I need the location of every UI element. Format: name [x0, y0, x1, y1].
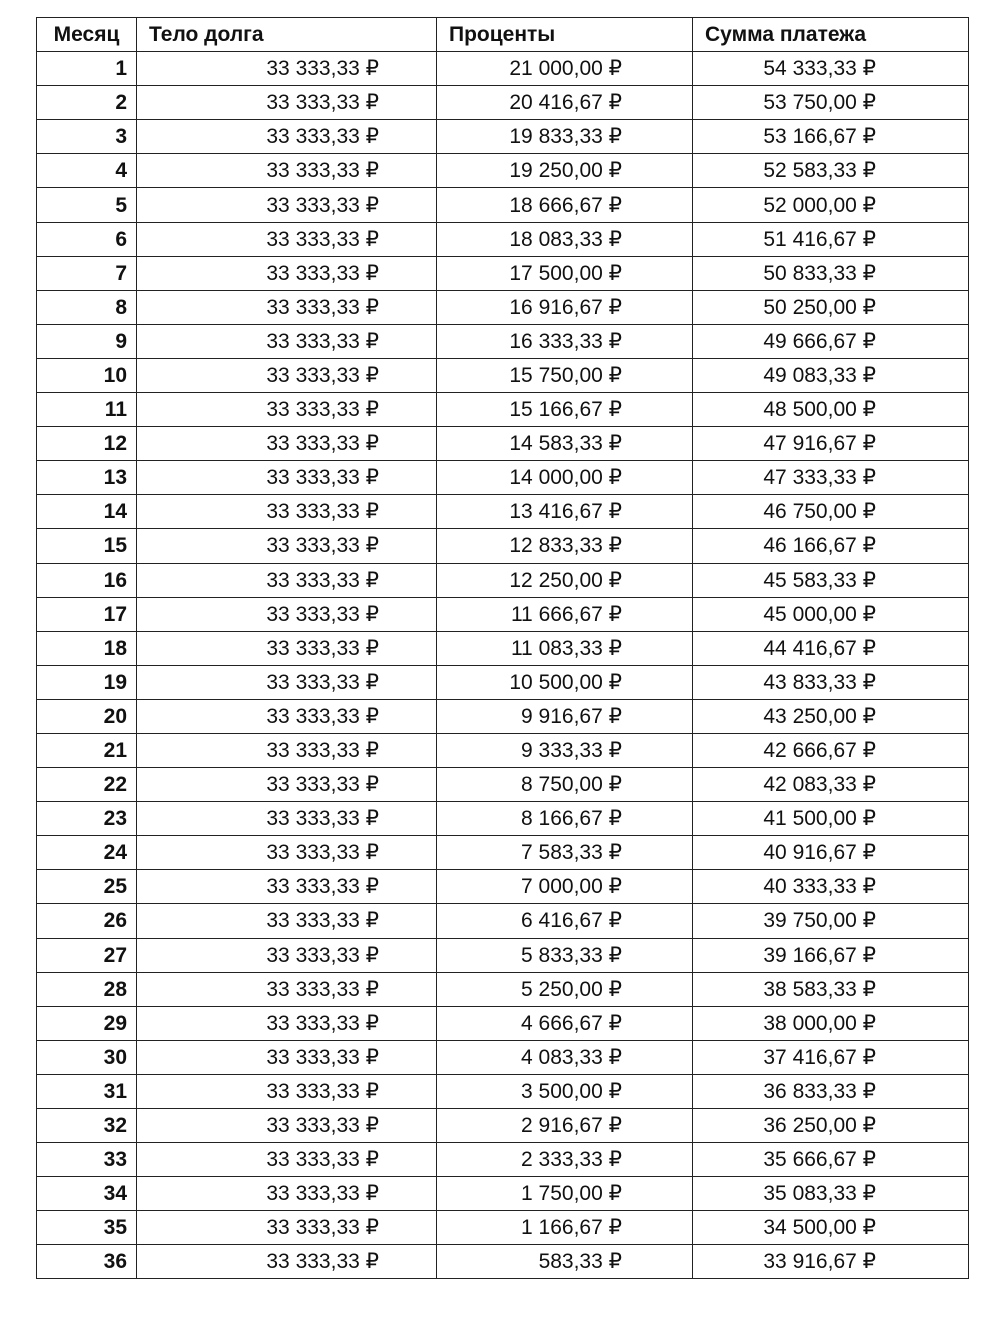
month-cell: 35: [37, 1211, 137, 1245]
interest-cell: 18 083,33 ₽: [437, 222, 693, 256]
header-principal: Тело долга: [137, 18, 437, 52]
month-cell: 21: [37, 733, 137, 767]
principal-cell: 33 333,33 ₽: [137, 120, 437, 154]
principal-cell: 33 333,33 ₽: [137, 188, 437, 222]
month-cell: 19: [37, 665, 137, 699]
total-cell: 49 083,33 ₽: [693, 358, 969, 392]
interest-cell: 7 000,00 ₽: [437, 870, 693, 904]
principal-cell: 33 333,33 ₽: [137, 836, 437, 870]
principal-cell: 33 333,33 ₽: [137, 733, 437, 767]
header-row: [37, 18, 969, 52]
table-row: [37, 1143, 969, 1177]
principal-cell: 33 333,33 ₽: [137, 1211, 437, 1245]
table-row: [37, 1109, 969, 1143]
total-cell: 39 750,00 ₽: [693, 904, 969, 938]
total-cell: 45 583,33 ₽: [693, 563, 969, 597]
table-row: [37, 188, 969, 222]
month-cell: 1: [37, 52, 137, 86]
total-cell: 51 416,67 ₽: [693, 222, 969, 256]
interest-cell: 19 250,00 ₽: [437, 154, 693, 188]
month-cell: 5: [37, 188, 137, 222]
table-row: [37, 938, 969, 972]
total-cell: 33 916,67 ₽: [693, 1245, 969, 1279]
total-cell: 35 083,33 ₽: [693, 1177, 969, 1211]
month-cell: 14: [37, 495, 137, 529]
principal-cell: 33 333,33 ₽: [137, 1040, 437, 1074]
total-cell: 44 416,67 ₽: [693, 631, 969, 665]
table-row: [37, 1074, 969, 1108]
interest-cell: 7 583,33 ₽: [437, 836, 693, 870]
total-cell: 50 833,33 ₽: [693, 256, 969, 290]
table-row: [37, 699, 969, 733]
principal-cell: 33 333,33 ₽: [137, 427, 437, 461]
table-row: [37, 1211, 969, 1245]
total-cell: 43 833,33 ₽: [693, 665, 969, 699]
principal-cell: 33 333,33 ₽: [137, 1109, 437, 1143]
total-cell: 47 333,33 ₽: [693, 461, 969, 495]
total-cell: 54 333,33 ₽: [693, 52, 969, 86]
table-row: [37, 120, 969, 154]
interest-cell: 11 666,67 ₽: [437, 597, 693, 631]
interest-cell: 583,33 ₽: [437, 1245, 693, 1279]
principal-cell: 33 333,33 ₽: [137, 665, 437, 699]
month-cell: 26: [37, 904, 137, 938]
interest-cell: 10 500,00 ₽: [437, 665, 693, 699]
total-cell: 42 666,67 ₽: [693, 733, 969, 767]
total-cell: 46 750,00 ₽: [693, 495, 969, 529]
interest-cell: 14 583,33 ₽: [437, 427, 693, 461]
interest-cell: 21 000,00 ₽: [437, 52, 693, 86]
header-total: Сумма платежа: [693, 18, 969, 52]
interest-cell: 2 333,33 ₽: [437, 1143, 693, 1177]
total-cell: 40 916,67 ₽: [693, 836, 969, 870]
principal-cell: 33 333,33 ₽: [137, 461, 437, 495]
total-cell: 38 000,00 ₽: [693, 1006, 969, 1040]
month-cell: 22: [37, 768, 137, 802]
interest-cell: 1 750,00 ₽: [437, 1177, 693, 1211]
total-cell: 43 250,00 ₽: [693, 699, 969, 733]
table-row: [37, 1006, 969, 1040]
interest-cell: 16 333,33 ₽: [437, 324, 693, 358]
total-cell: 52 583,33 ₽: [693, 154, 969, 188]
principal-cell: 33 333,33 ₽: [137, 904, 437, 938]
interest-cell: 5 250,00 ₽: [437, 972, 693, 1006]
total-cell: 37 416,67 ₽: [693, 1040, 969, 1074]
interest-cell: 15 750,00 ₽: [437, 358, 693, 392]
total-cell: 34 500,00 ₽: [693, 1211, 969, 1245]
total-cell: 36 833,33 ₽: [693, 1074, 969, 1108]
principal-cell: 33 333,33 ₽: [137, 290, 437, 324]
principal-cell: 33 333,33 ₽: [137, 563, 437, 597]
table-row: [37, 324, 969, 358]
interest-cell: 16 916,67 ₽: [437, 290, 693, 324]
month-cell: 29: [37, 1006, 137, 1040]
header-interest: Проценты: [437, 18, 693, 52]
interest-cell: 2 916,67 ₽: [437, 1109, 693, 1143]
month-cell: 30: [37, 1040, 137, 1074]
principal-cell: 33 333,33 ₽: [137, 358, 437, 392]
interest-cell: 9 333,33 ₽: [437, 733, 693, 767]
total-cell: 46 166,67 ₽: [693, 529, 969, 563]
table-row: [37, 870, 969, 904]
table-row: [37, 290, 969, 324]
month-cell: 17: [37, 597, 137, 631]
interest-cell: 12 250,00 ₽: [437, 563, 693, 597]
month-cell: 24: [37, 836, 137, 870]
month-cell: 3: [37, 120, 137, 154]
interest-cell: 17 500,00 ₽: [437, 256, 693, 290]
table-row: [37, 495, 969, 529]
month-cell: 7: [37, 256, 137, 290]
month-cell: 12: [37, 427, 137, 461]
total-cell: 47 916,67 ₽: [693, 427, 969, 461]
table-body: [37, 52, 969, 1279]
table-row: [37, 802, 969, 836]
month-cell: 23: [37, 802, 137, 836]
total-cell: 42 083,33 ₽: [693, 768, 969, 802]
month-cell: 10: [37, 358, 137, 392]
month-cell: 8: [37, 290, 137, 324]
principal-cell: 33 333,33 ₽: [137, 802, 437, 836]
principal-cell: 33 333,33 ₽: [137, 256, 437, 290]
month-cell: 33: [37, 1143, 137, 1177]
table-row: [37, 222, 969, 256]
table-row: [37, 972, 969, 1006]
table-row: [37, 904, 969, 938]
header-month: Месяц: [37, 18, 137, 52]
month-cell: 25: [37, 870, 137, 904]
total-cell: 38 583,33 ₽: [693, 972, 969, 1006]
table-row: [37, 665, 969, 699]
table-row: [37, 1040, 969, 1074]
principal-cell: 33 333,33 ₽: [137, 768, 437, 802]
month-cell: 27: [37, 938, 137, 972]
table-row: [37, 461, 969, 495]
month-cell: 4: [37, 154, 137, 188]
interest-cell: 8 166,67 ₽: [437, 802, 693, 836]
payment-schedule-table: [36, 17, 969, 1279]
principal-cell: 33 333,33 ₽: [137, 393, 437, 427]
table-row: [37, 256, 969, 290]
month-cell: 31: [37, 1074, 137, 1108]
principal-cell: 33 333,33 ₽: [137, 222, 437, 256]
month-cell: 2: [37, 86, 137, 120]
month-cell: 32: [37, 1109, 137, 1143]
month-cell: 18: [37, 631, 137, 665]
table-row: [37, 1245, 969, 1279]
month-cell: 6: [37, 222, 137, 256]
month-cell: 11: [37, 393, 137, 427]
table-row: [37, 1177, 969, 1211]
principal-cell: 33 333,33 ₽: [137, 938, 437, 972]
table-row: [37, 768, 969, 802]
principal-cell: 33 333,33 ₽: [137, 324, 437, 358]
table-row: [37, 631, 969, 665]
interest-cell: 5 833,33 ₽: [437, 938, 693, 972]
total-cell: 39 166,67 ₽: [693, 938, 969, 972]
interest-cell: 14 000,00 ₽: [437, 461, 693, 495]
principal-cell: 33 333,33 ₽: [137, 1177, 437, 1211]
principal-cell: 33 333,33 ₽: [137, 972, 437, 1006]
interest-cell: 20 416,67 ₽: [437, 86, 693, 120]
month-cell: 28: [37, 972, 137, 1006]
principal-cell: 33 333,33 ₽: [137, 1074, 437, 1108]
month-cell: 16: [37, 563, 137, 597]
interest-cell: 1 166,67 ₽: [437, 1211, 693, 1245]
table-row: [37, 358, 969, 392]
interest-cell: 8 750,00 ₽: [437, 768, 693, 802]
interest-cell: 9 916,67 ₽: [437, 699, 693, 733]
month-cell: 13: [37, 461, 137, 495]
month-cell: 15: [37, 529, 137, 563]
table-row: [37, 86, 969, 120]
total-cell: 53 166,67 ₽: [693, 120, 969, 154]
principal-cell: 33 333,33 ₽: [137, 52, 437, 86]
principal-cell: 33 333,33 ₽: [137, 529, 437, 563]
total-cell: 35 666,67 ₽: [693, 1143, 969, 1177]
total-cell: 52 000,00 ₽: [693, 188, 969, 222]
principal-cell: 33 333,33 ₽: [137, 86, 437, 120]
interest-cell: 13 416,67 ₽: [437, 495, 693, 529]
total-cell: 48 500,00 ₽: [693, 393, 969, 427]
interest-cell: 3 500,00 ₽: [437, 1074, 693, 1108]
table-row: [37, 836, 969, 870]
interest-cell: 11 083,33 ₽: [437, 631, 693, 665]
total-cell: 36 250,00 ₽: [693, 1109, 969, 1143]
principal-cell: 33 333,33 ₽: [137, 597, 437, 631]
total-cell: 53 750,00 ₽: [693, 86, 969, 120]
interest-cell: 15 166,67 ₽: [437, 393, 693, 427]
table-row: [37, 52, 969, 86]
table-row: [37, 393, 969, 427]
table-row: [37, 154, 969, 188]
interest-cell: 4 666,67 ₽: [437, 1006, 693, 1040]
principal-cell: 33 333,33 ₽: [137, 870, 437, 904]
principal-cell: 33 333,33 ₽: [137, 1006, 437, 1040]
principal-cell: 33 333,33 ₽: [137, 154, 437, 188]
principal-cell: 33 333,33 ₽: [137, 1143, 437, 1177]
month-cell: 20: [37, 699, 137, 733]
table-row: [37, 563, 969, 597]
interest-cell: 18 666,67 ₽: [437, 188, 693, 222]
month-cell: 36: [37, 1245, 137, 1279]
principal-cell: 33 333,33 ₽: [137, 631, 437, 665]
total-cell: 40 333,33 ₽: [693, 870, 969, 904]
principal-cell: 33 333,33 ₽: [137, 699, 437, 733]
interest-cell: 6 416,67 ₽: [437, 904, 693, 938]
principal-cell: 33 333,33 ₽: [137, 1245, 437, 1279]
table-row: [37, 733, 969, 767]
month-cell: 9: [37, 324, 137, 358]
principal-cell: 33 333,33 ₽: [137, 495, 437, 529]
interest-cell: 4 083,33 ₽: [437, 1040, 693, 1074]
total-cell: 41 500,00 ₽: [693, 802, 969, 836]
table-row: [37, 427, 969, 461]
table-row: [37, 597, 969, 631]
total-cell: 45 000,00 ₽: [693, 597, 969, 631]
table-row: [37, 529, 969, 563]
total-cell: 50 250,00 ₽: [693, 290, 969, 324]
interest-cell: 19 833,33 ₽: [437, 120, 693, 154]
month-cell: 34: [37, 1177, 137, 1211]
total-cell: 49 666,67 ₽: [693, 324, 969, 358]
interest-cell: 12 833,33 ₽: [437, 529, 693, 563]
